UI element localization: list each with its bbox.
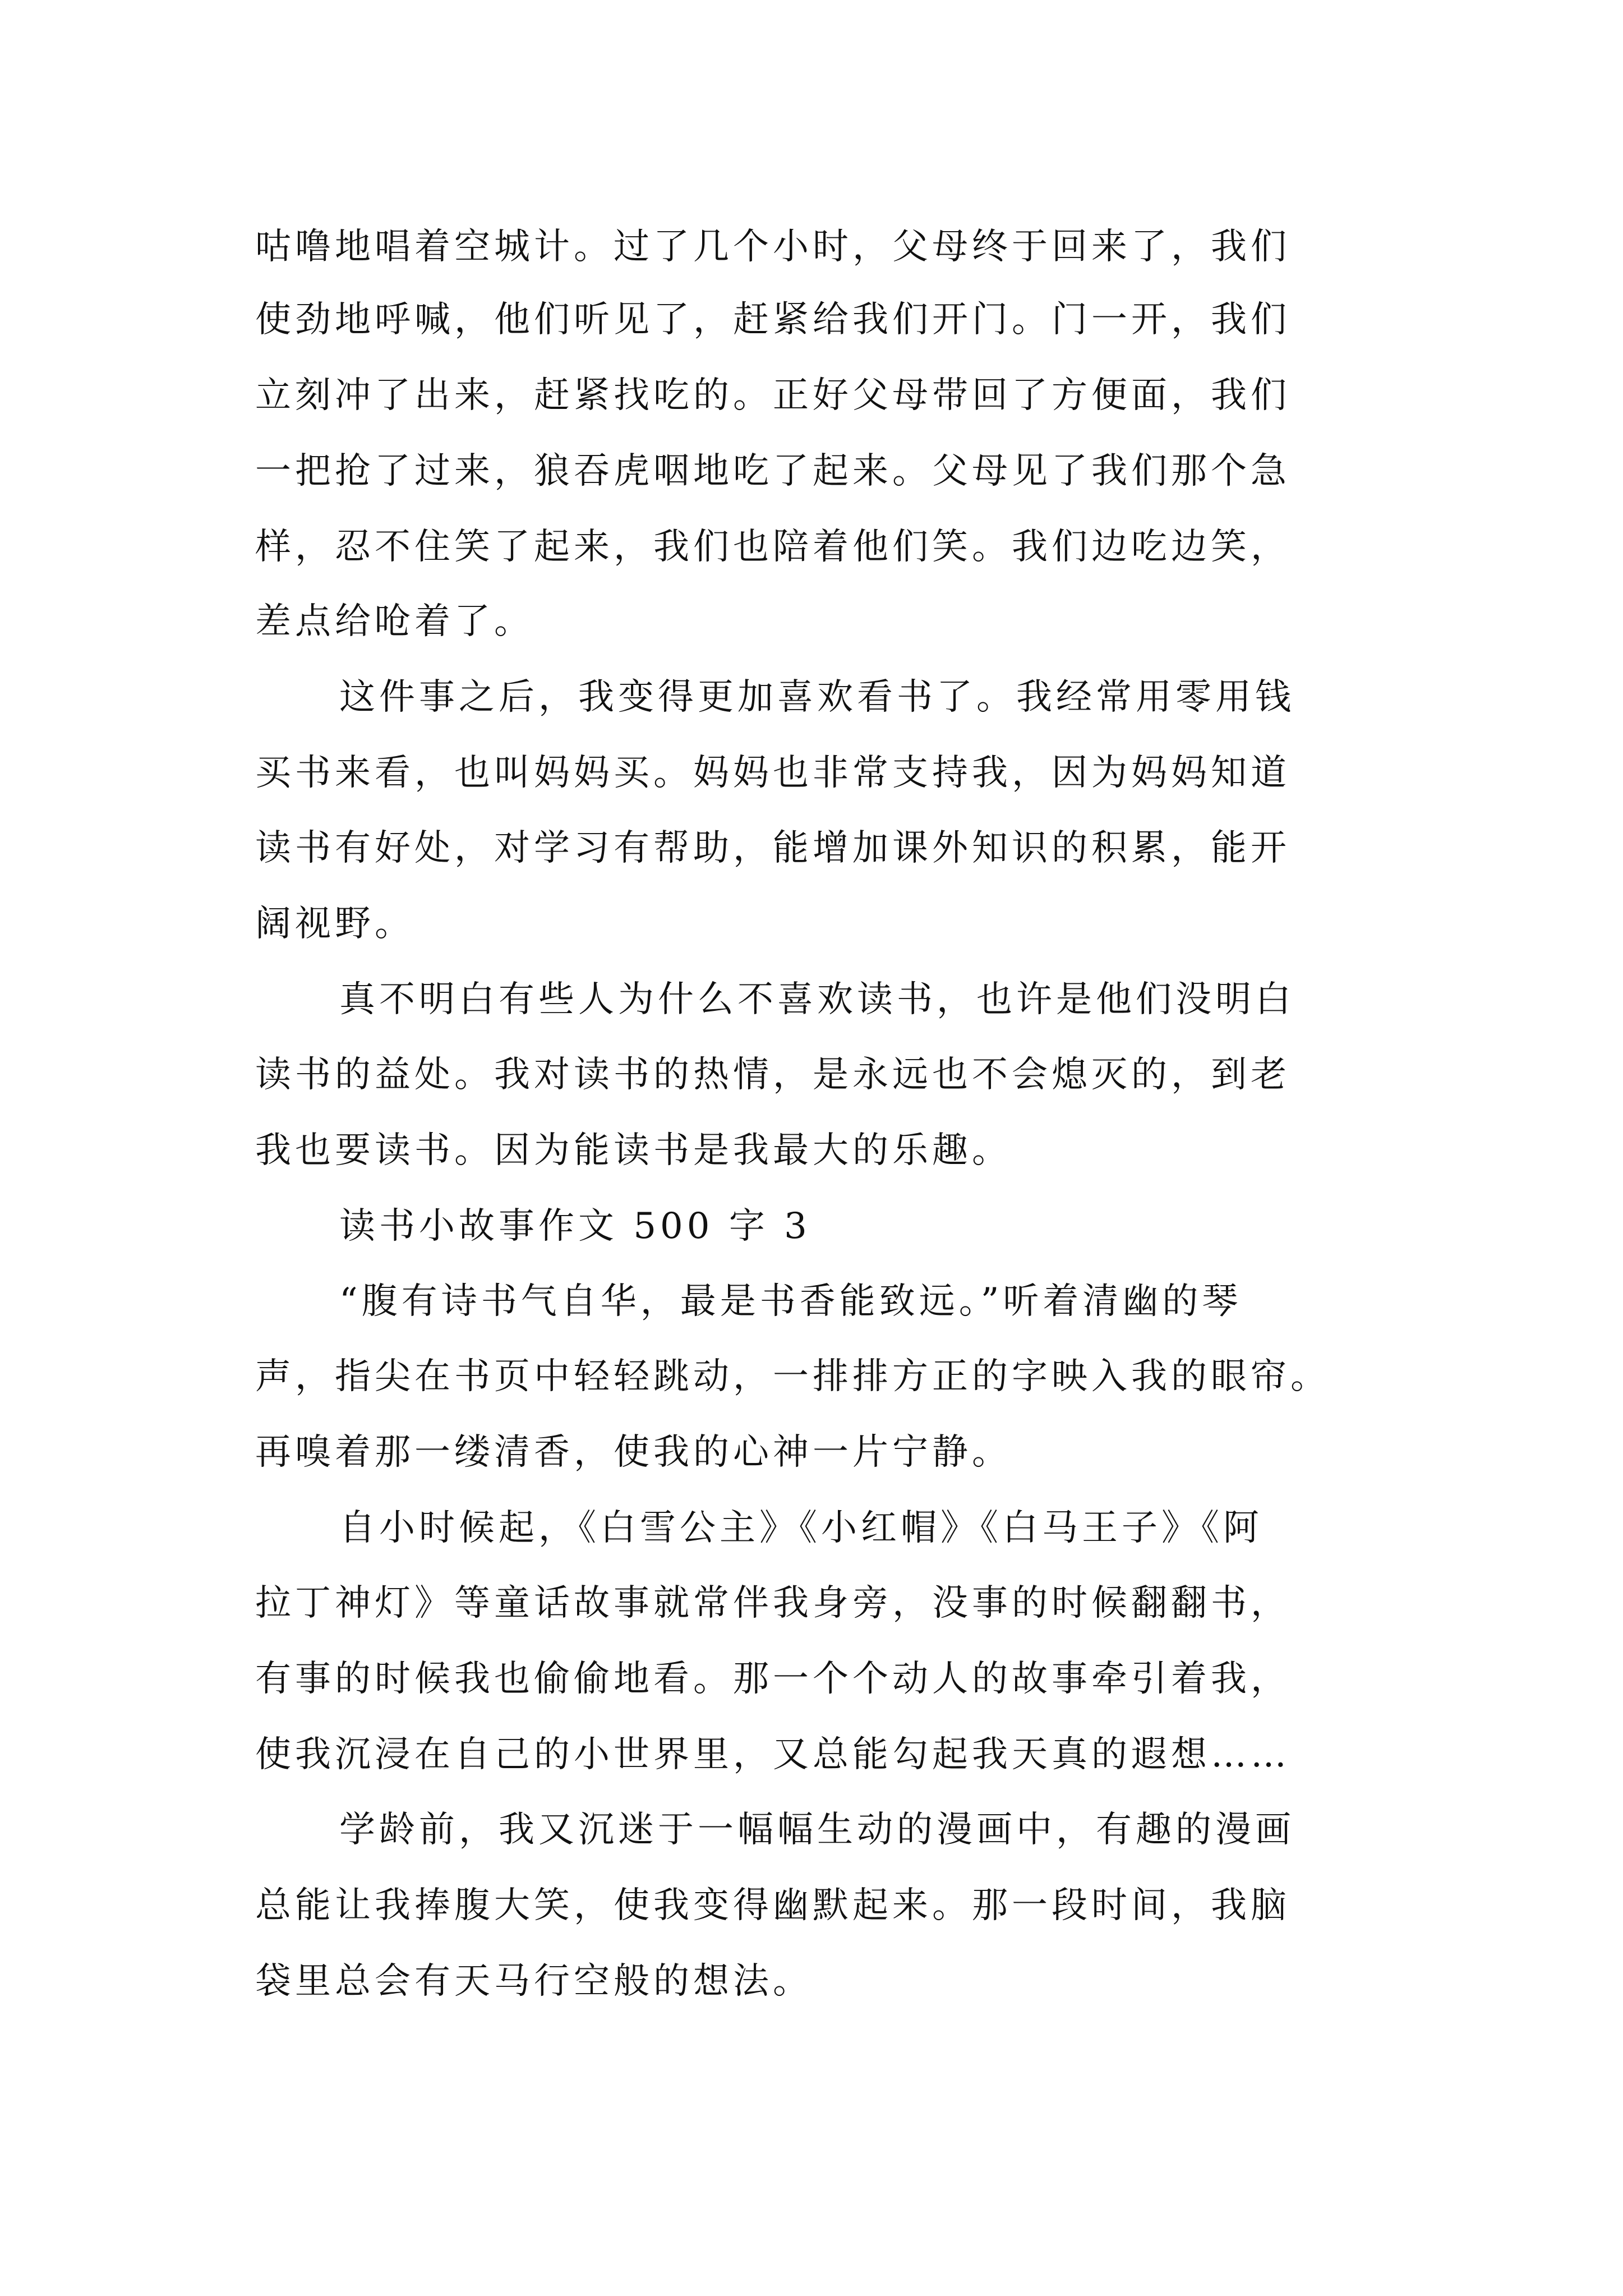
text-line: 读书有好处，对学习有帮助，能增加课外知识的积累，能开 — [255, 827, 1290, 869]
text-line: 袋里总会有天马行空般的想法。 — [255, 1961, 813, 2002]
text-line: 阔视野。 — [255, 903, 414, 945]
paragraph-first-line: 真不明白有些人为什么不喜欢读书，也许是他们没明白 — [339, 979, 1295, 1020]
text-line: 总能让我捧腹大笑，使我变得幽默起来。那一段时间，我脑 — [255, 1885, 1290, 1926]
text-line: 使劲地呼喊，他们听见了，赶紧给我们开门。门一开，我们 — [255, 299, 1290, 341]
text-line: 使我沉浸在自己的小世界里，又总能勾起我天真的遐想…… — [255, 1734, 1290, 1775]
text-line: 我也要读书。因为能读书是我最大的乐趣。 — [255, 1130, 1012, 1171]
text-line: 有事的时候我也偷偷地看。那一个个动人的故事牵引着我， — [255, 1658, 1290, 1700]
text-line: 咕噜地唱着空城计。过了几个小时，父母终于回来了，我们 — [255, 226, 1290, 268]
text-line: 差点给呛着了。 — [255, 601, 534, 642]
paragraph-first-line: 学龄前，我又沉迷于一幅幅生动的漫画中，有趣的漫画 — [339, 1809, 1295, 1851]
text-line: 一把抢了过来，狼吞虎咽地吃了起来。父母见了我们那个急 — [255, 450, 1290, 492]
text-line: 拉丁神灯》等童话故事就常伴我身旁，没事的时候翻翻书， — [255, 1582, 1290, 1624]
text-line: 声，指尖在书页中轻轻跳动，一排排方正的字映入我的眼帘。 — [255, 1356, 1330, 1397]
text-line: 读书的益处。我对读书的热情，是永远也不会熄灭的，到老 — [255, 1054, 1290, 1096]
paragraph-first-line: “腹有诗书气自华，最是书香能致远。”听着清幽的琴 — [339, 1281, 1242, 1322]
text-line: 买书来看，也叫妈妈买。妈妈也非常支持我，因为妈妈知道 — [255, 752, 1290, 794]
section-title: 读书小故事作文 500 字 3 — [339, 1205, 811, 1247]
text-line: 样，忍不住笑了起来，我们也陪着他们笑。我们边吃边笑， — [255, 526, 1290, 568]
text-line: 立刻冲了出来，赶紧找吃的。正好父母带回了方便面，我们 — [255, 375, 1290, 416]
text-line: 再嗅着那一缕清香，使我的心神一片宁静。 — [255, 1432, 1012, 1473]
paragraph-first-line: 自小时候起，《白雪公主》《小红帽》《白马王子》《阿 — [339, 1507, 1263, 1549]
paragraph-first-line: 这件事之后，我变得更加喜欢看书了。我经常用零用钱 — [339, 677, 1295, 718]
